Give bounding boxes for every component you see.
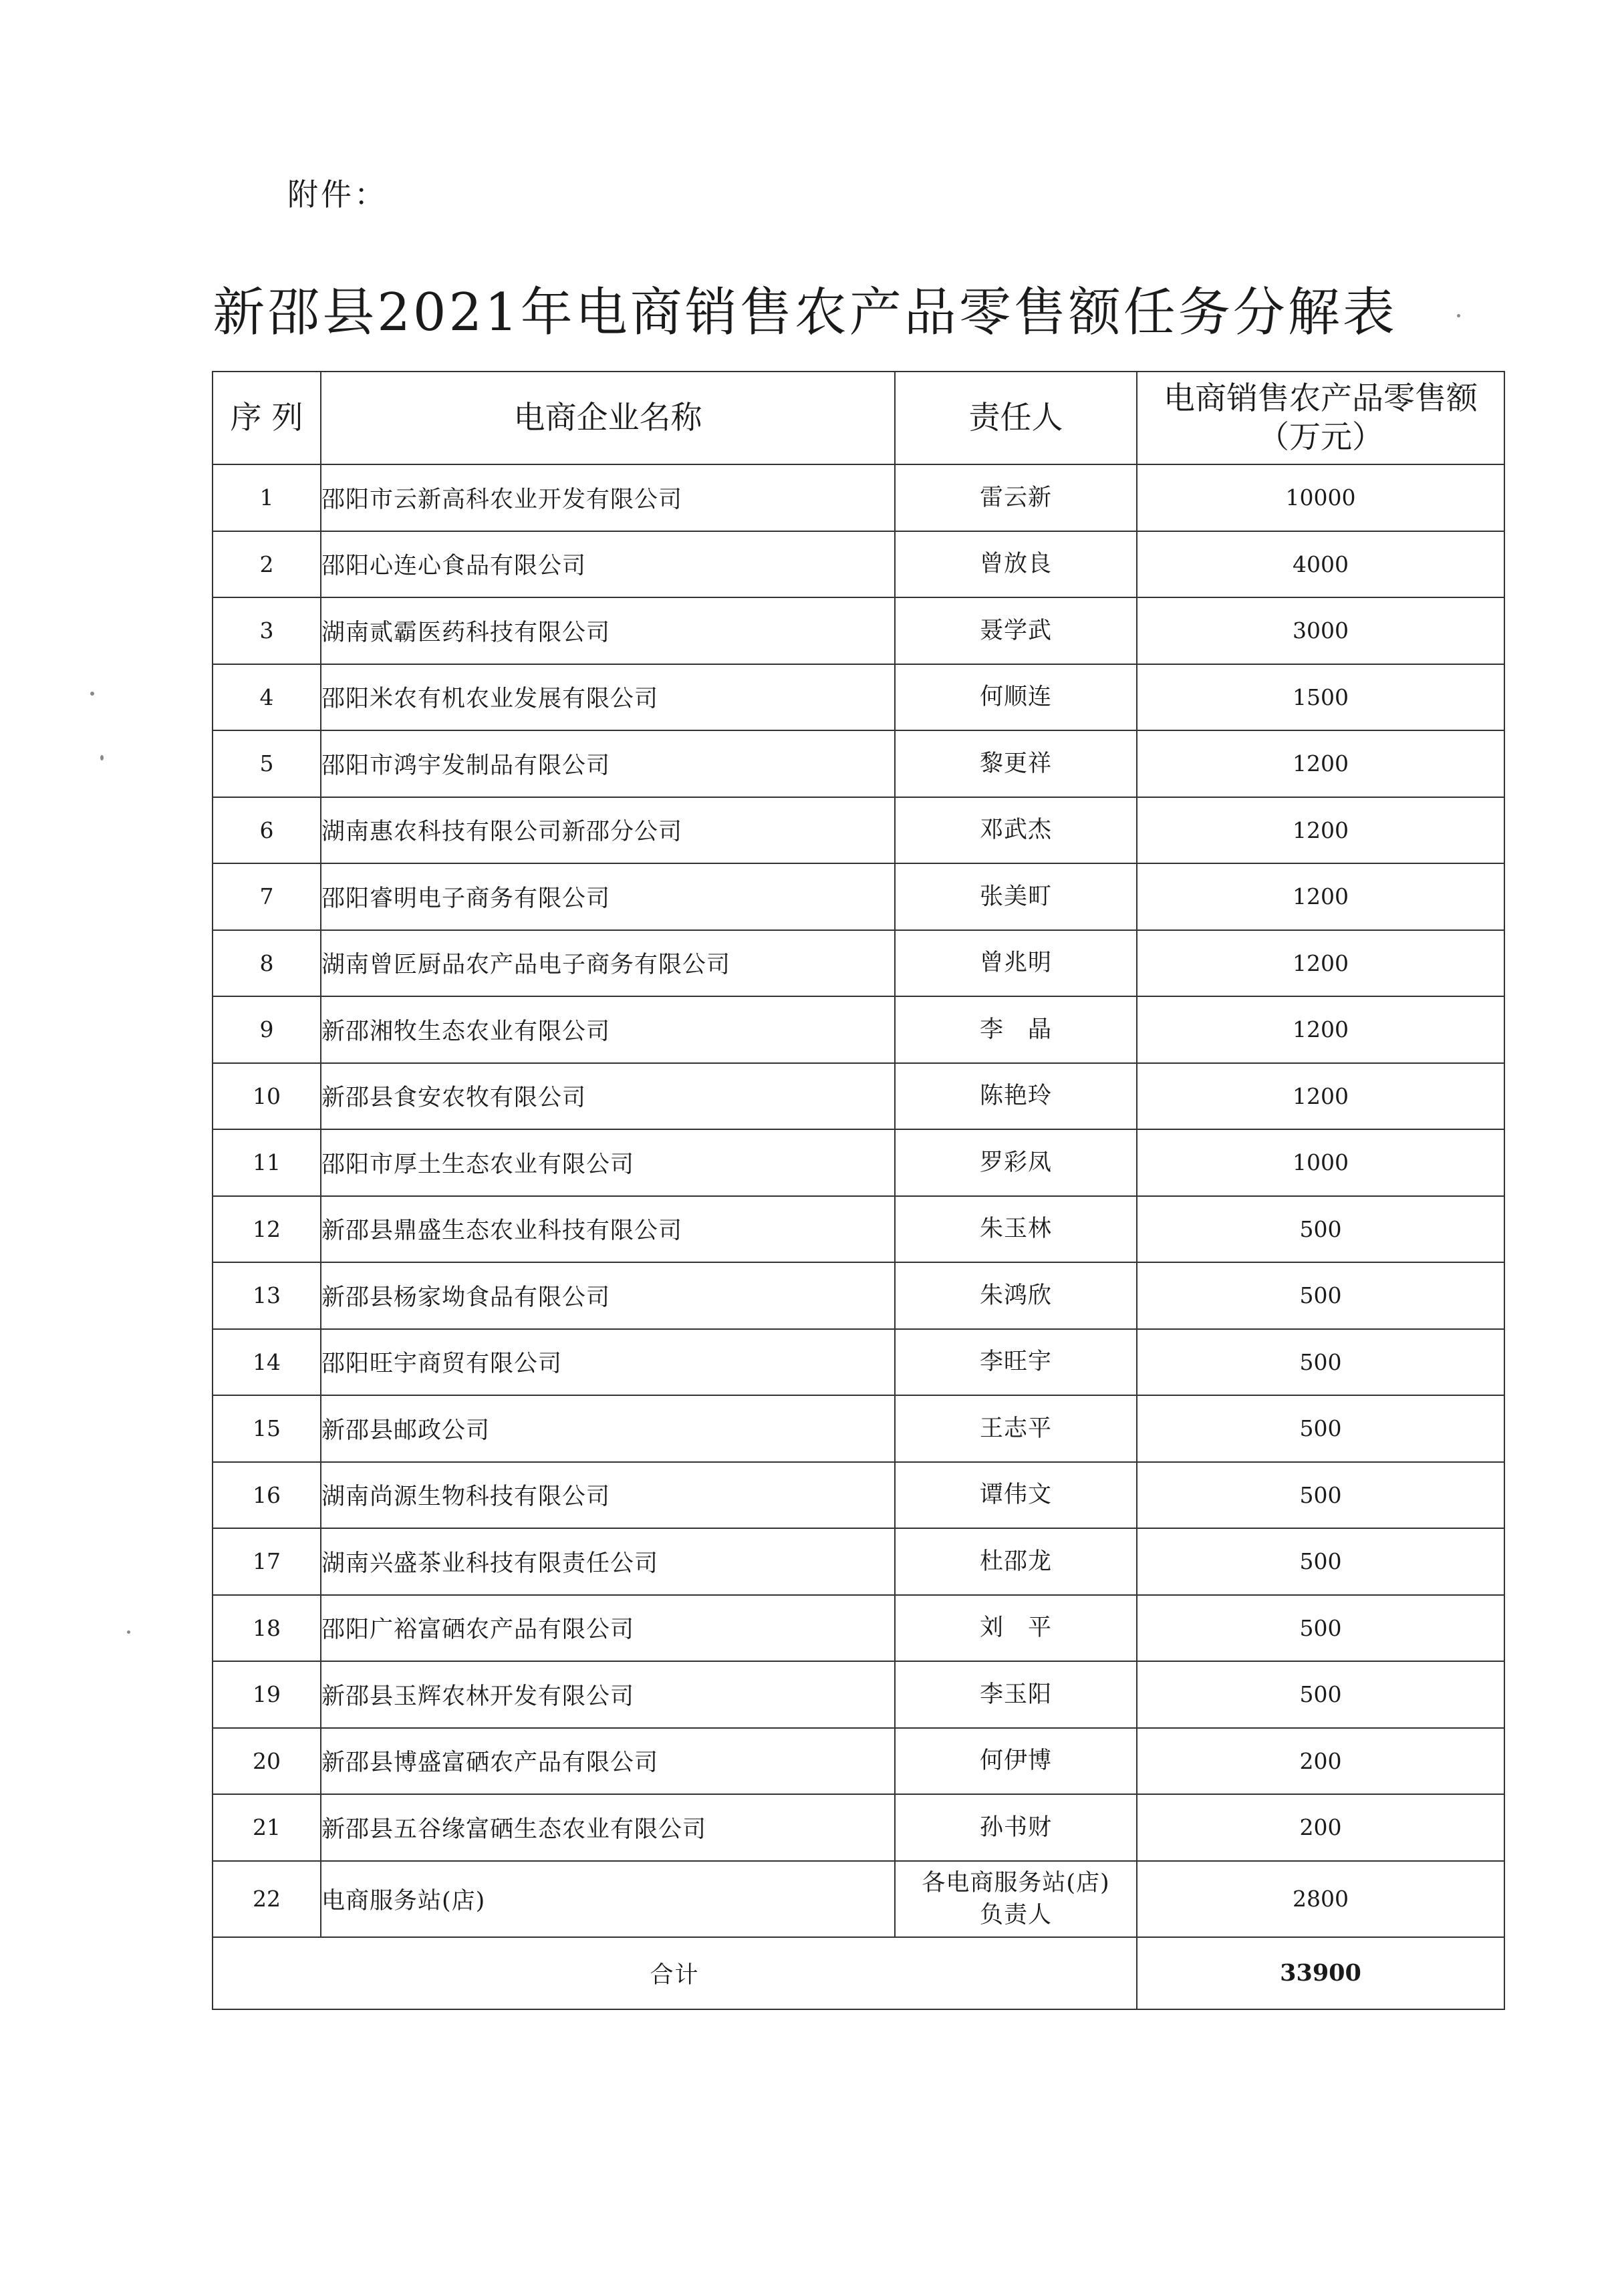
row-amount: 1200 (1137, 730, 1504, 797)
row-amount: 1200 (1137, 996, 1504, 1063)
row-company: 新邵县博盛富硒农产品有限公司 (321, 1728, 895, 1795)
row-person: 曾放良 (895, 531, 1137, 598)
row-company: 新邵县鼎盛生态农业科技有限公司 (321, 1196, 895, 1263)
row-person: 李 晶 (895, 996, 1137, 1063)
row-person: 黎更祥 (895, 730, 1137, 797)
row-company: 湖南惠农科技有限公司新邵分公司 (321, 797, 895, 864)
row-amount: 1200 (1137, 797, 1504, 864)
table-row (213, 863, 1504, 930)
row-company: 邵阳市厚土生态农业有限公司 (321, 1129, 895, 1196)
table-row (213, 1595, 1504, 1662)
row-company: 湖南兴盛茶业科技有限责任公司 (321, 1528, 895, 1595)
row-amount: 500 (1137, 1262, 1504, 1329)
header-amount-line1: 电商销售农产品零售额 (1164, 380, 1478, 417)
row-amount: 4000 (1137, 531, 1504, 598)
row-amount: 1500 (1137, 664, 1504, 731)
row-company: 电商服务站(店) (321, 1861, 895, 1937)
table-row (213, 1063, 1504, 1130)
row-person: 罗彩凤 (895, 1129, 1137, 1196)
row-seq: 22 (213, 1861, 321, 1937)
row-seq: 9 (213, 996, 321, 1063)
row-person: 刘 平 (895, 1595, 1137, 1662)
row-company: 新邵县邮政公司 (321, 1395, 895, 1462)
row-amount: 1200 (1137, 1063, 1504, 1130)
total-row (213, 1937, 1504, 2009)
table-row (213, 664, 1504, 731)
row-person: 朱鸿欣 (895, 1262, 1137, 1329)
row-seq: 2 (213, 531, 321, 598)
task-table (212, 371, 1505, 2010)
header-person: 责任人 (895, 372, 1137, 464)
row-person-line1: 各电商服务站(店) (922, 1869, 1110, 1896)
row-person: 李玉阳 (895, 1661, 1137, 1728)
row-seq: 16 (213, 1462, 321, 1529)
row-seq: 8 (213, 930, 321, 997)
row-amount: 200 (1137, 1728, 1504, 1795)
row-person: 朱玉林 (895, 1196, 1137, 1263)
row-amount: 3000 (1137, 597, 1504, 664)
row-person: 张美町 (895, 863, 1137, 930)
table-row (213, 1861, 1504, 1937)
header-amount (1137, 372, 1504, 464)
row-person: 王志平 (895, 1395, 1137, 1462)
row-company: 邵阳心连心食品有限公司 (321, 531, 895, 598)
row-amount: 200 (1137, 1794, 1504, 1861)
header-company: 电商企业名称 (321, 372, 895, 464)
scan-speck (90, 692, 94, 696)
row-person-line2: 负责人 (979, 1901, 1052, 1928)
row-person: 曾兆明 (895, 930, 1137, 997)
row-seq: 15 (213, 1395, 321, 1462)
row-seq: 4 (213, 664, 321, 731)
row-company: 邵阳米农有机农业发展有限公司 (321, 664, 895, 731)
header-seq: 序 列 (213, 372, 321, 464)
table-header-row (213, 372, 1504, 464)
row-company: 新邵县杨家坳食品有限公司 (321, 1262, 895, 1329)
table-row (213, 1728, 1504, 1795)
row-person: 何伊博 (895, 1728, 1137, 1795)
row-person: 何顺连 (895, 664, 1137, 731)
row-amount: 2800 (1137, 1861, 1504, 1937)
row-amount: 500 (1137, 1329, 1504, 1396)
row-company: 新邵县玉辉农林开发有限公司 (321, 1661, 895, 1728)
row-person: 孙书财 (895, 1794, 1137, 1861)
row-seq: 21 (213, 1794, 321, 1861)
row-company: 湖南贰霸医药科技有限公司 (321, 597, 895, 664)
table-row (213, 1794, 1504, 1861)
row-company: 邵阳旺宇商贸有限公司 (321, 1329, 895, 1396)
row-seq: 20 (213, 1728, 321, 1795)
row-person: 谭伟文 (895, 1462, 1137, 1529)
row-company: 湖南曾匠厨品农产品电子商务有限公司 (321, 930, 895, 997)
row-amount: 1200 (1137, 930, 1504, 997)
table-row (213, 1129, 1504, 1196)
row-company: 新邵县食安农牧有限公司 (321, 1063, 895, 1130)
header-amount-line2: （万元） (1258, 418, 1383, 456)
row-seq: 1 (213, 464, 321, 531)
table-row (213, 730, 1504, 797)
row-amount: 500 (1137, 1395, 1504, 1462)
row-company: 邵阳广裕富硒农产品有限公司 (321, 1595, 895, 1662)
row-seq: 12 (213, 1196, 321, 1263)
table-row (213, 1196, 1504, 1263)
row-seq: 17 (213, 1528, 321, 1595)
row-seq: 6 (213, 797, 321, 864)
row-amount: 500 (1137, 1661, 1504, 1728)
row-seq: 18 (213, 1595, 321, 1662)
table-row (213, 1661, 1504, 1728)
table-row (213, 797, 1504, 864)
row-amount: 500 (1137, 1595, 1504, 1662)
row-company: 邵阳市云新高科农业开发有限公司 (321, 464, 895, 531)
scan-speck (127, 1630, 130, 1634)
row-amount: 10000 (1137, 464, 1504, 531)
table-row (213, 597, 1504, 664)
row-company: 新邵县五谷缘富硒生态农业有限公司 (321, 1794, 895, 1861)
table-row (213, 531, 1504, 598)
row-seq: 14 (213, 1329, 321, 1396)
row-amount: 500 (1137, 1528, 1504, 1595)
row-company: 邵阳睿明电子商务有限公司 (321, 863, 895, 930)
table-row (213, 1395, 1504, 1462)
row-person (895, 1861, 1137, 1937)
scan-speck (1457, 314, 1460, 317)
row-person: 邓武杰 (895, 797, 1137, 864)
row-company: 邵阳市鸿宇发制品有限公司 (321, 730, 895, 797)
row-amount: 500 (1137, 1462, 1504, 1529)
scan-speck (100, 755, 104, 760)
table-row (213, 930, 1504, 997)
total-amount: 33900 (1137, 1937, 1504, 2009)
row-person: 李旺宇 (895, 1329, 1137, 1396)
row-seq: 5 (213, 730, 321, 797)
table-row (213, 464, 1504, 531)
table-row (213, 1528, 1504, 1595)
table-row (213, 1329, 1504, 1396)
table-row (213, 996, 1504, 1063)
row-seq: 3 (213, 597, 321, 664)
row-amount: 500 (1137, 1196, 1504, 1263)
row-amount: 1200 (1137, 863, 1504, 930)
row-person: 杜邵龙 (895, 1528, 1137, 1595)
row-seq: 19 (213, 1661, 321, 1728)
row-amount: 1000 (1137, 1129, 1504, 1196)
row-seq: 10 (213, 1063, 321, 1130)
total-label: 合计 (213, 1937, 1137, 2009)
attachment-label: 附件： (287, 176, 388, 212)
page-title: 新邵县2021年电商销售农产品零售额任务分解表 (213, 283, 1397, 343)
row-seq: 11 (213, 1129, 321, 1196)
row-person: 雷云新 (895, 464, 1137, 531)
row-person: 陈艳玲 (895, 1063, 1137, 1130)
row-company: 新邵湘牧生态农业有限公司 (321, 996, 895, 1063)
row-company: 湖南尚源生物科技有限公司 (321, 1462, 895, 1529)
row-seq: 13 (213, 1262, 321, 1329)
row-seq: 7 (213, 863, 321, 930)
table-row (213, 1462, 1504, 1529)
table-row (213, 1262, 1504, 1329)
row-person: 聂学武 (895, 597, 1137, 664)
